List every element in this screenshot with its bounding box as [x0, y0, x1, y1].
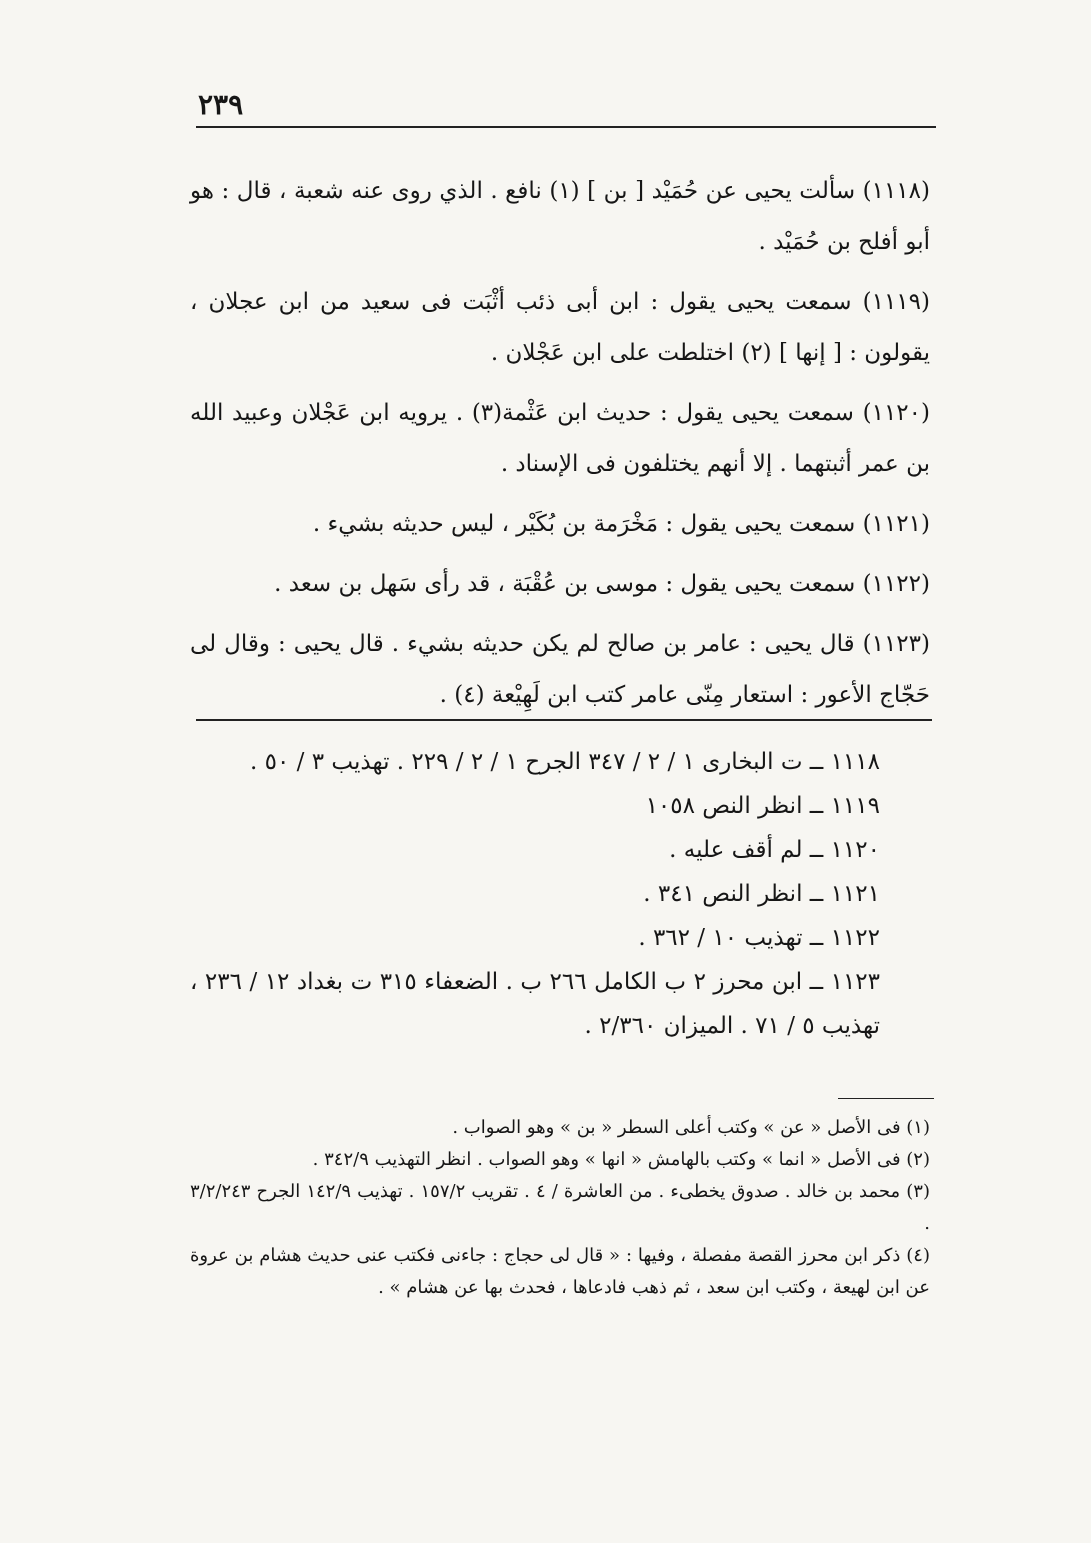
note-1121: ١١٢١ ــ انظر النص ٣٤١ . [643, 881, 880, 907]
note-1122: ١١٢٢ ــ تهذيب ١٠ / ٣٦٢ . [638, 925, 880, 951]
header-rule [196, 126, 936, 128]
page-number: ٢٣٩ [198, 88, 244, 121]
entry-1123: (١١٢٣) قال يحيى : عامر بن صالح لم يكن حديثه بشيء . قال يحيى : وقال لى حَجّاج الأعور : استعار مِنّى عامر كتب ابن لَهِيْعة (٤) . [190, 631, 930, 708]
entry-1118: (١١١٨) سألت يحيى عن حُمَيْد [ بن ] (١) نافع . الذي روى عنه شعبة ، قال : هو أبو أفلح بن حُمَيْد . [190, 178, 930, 255]
footnote-4: (٤) ذكر ابن محرز القصة مفصلة ، وفيها : « قال لى حجاج : جاءنى فكتب عنى حديث هشام بن عروة عن ابن لهيعة ، وكتب ابن سعد ، ثم ذهب فادعاها ، فحدث بها عن هشام » . [190, 1245, 930, 1298]
footnotes [190, 1112, 930, 1304]
notes-rule [196, 719, 932, 721]
footnote-rule [838, 1098, 934, 1099]
note-1120: ١١٢٠ ــ لم أقف عليه . [669, 837, 880, 863]
note-1119: ١١١٩ ــ انظر النص ١٠٥٨ [645, 793, 880, 819]
entry-1120: (١١٢٠) سمعت يحيى يقول : حديث ابن عَثْمة(٣) . يرويه ابن عَجْلان وعبيد الله بن عمر أثبتهما . إلا أنهم يختلفون فى الإسناد . [190, 400, 930, 477]
footnote-1: (١) فى الأصل « عن » وكتب أعلى السطر « بن » وهو الصواب . [452, 1117, 930, 1138]
note-1118: ١١١٨ ــ ت البخارى ١ / ٢ / ٣٤٧ الجرح ١ / ٢ / ٢٢٩ . تهذيب ٣ / ٥٠ . [250, 749, 880, 775]
footnote-2: (٢) فى الأصل « انما » وكتب بالهامش « انها » وهو الصواب . انظر التهذيب ٣٤٢/٩ . [312, 1149, 930, 1170]
entry-1119: (١١١٩) سمعت يحيى يقول : ابن أبى ذئب أثْبَت فى سعيد من ابن عجلان ، يقولون : [ إنها ] (٢) اختلطت على ابن عَجْلان . [190, 289, 930, 366]
entry-1121: (١١٢١) سمعت يحيى يقول : مَخْرَمة بن بُكَيْر ، ليس حديثه بشيء . [312, 511, 930, 537]
footnote-3: (٣) محمد بن خالد . صدوق يخطىء . من العاشرة / ٤ . تقريب ١٥٧/٢ . تهذيب ١٤٢/٩ الجرح ٣/٢/٢٤٣ . [190, 1181, 930, 1234]
main-text [190, 166, 930, 730]
note-1123: ١١٢٣ ــ ابن محرز ٢ ب الكامل ٢٦٦ ب . الضعفاء ٣١٥ ت بغداد ١٢ / ٢٣٦ ، تهذيب ٥ / ٧١ . الميزان ٢/٣٦٠ . [190, 969, 881, 1039]
entry-1122: (١١٢٢) سمعت يحيى يقول : موسى بن عُقْبَة ، قد رأى سَهل بن سعد . [274, 571, 930, 597]
source-notes [190, 740, 930, 1048]
